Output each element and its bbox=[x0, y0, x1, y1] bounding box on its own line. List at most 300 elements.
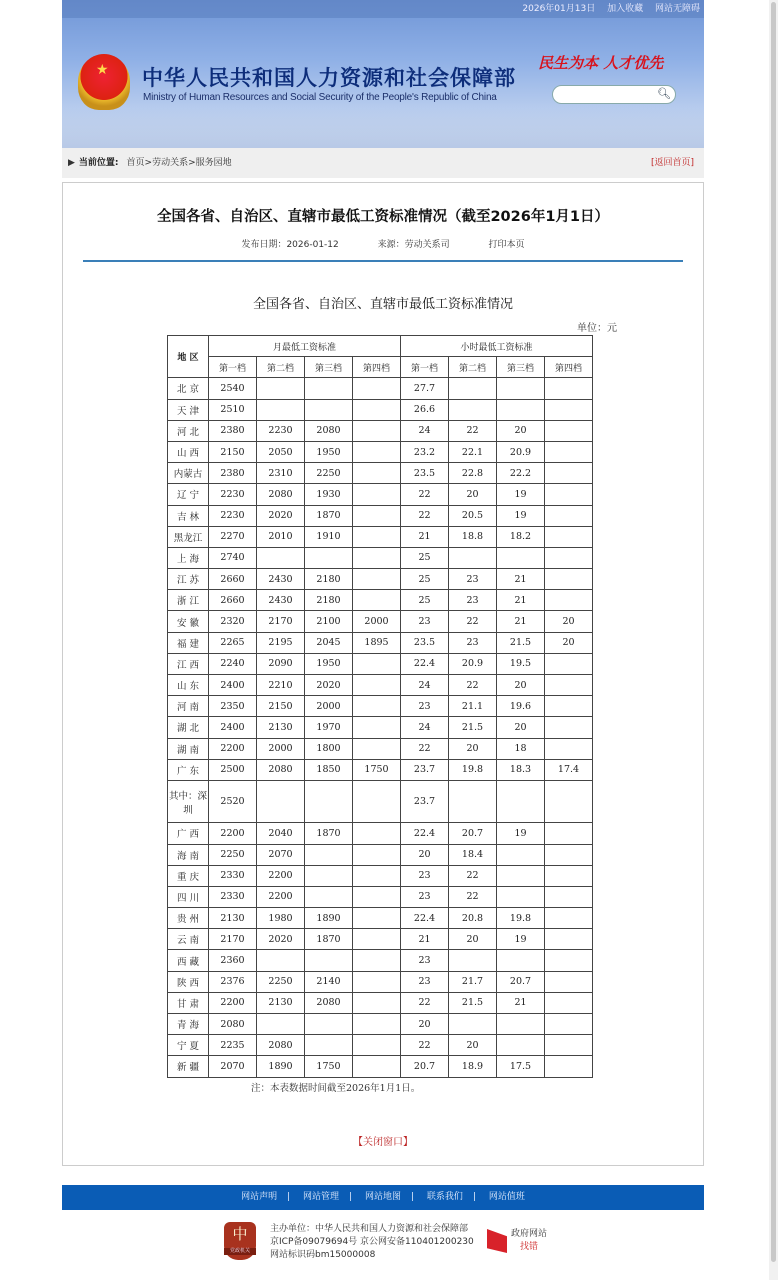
wage-cell bbox=[353, 823, 401, 844]
search-icon[interactable]: 🔍︎ bbox=[657, 87, 671, 100]
region-cell: 其中：深圳 bbox=[168, 780, 209, 822]
wage-cell bbox=[353, 420, 401, 441]
wage-cell bbox=[257, 547, 305, 568]
wage-cell bbox=[545, 865, 593, 886]
wage-cell: 21.5 bbox=[449, 717, 497, 738]
wage-cell: 1750 bbox=[353, 759, 401, 780]
tier-header: 第二档 bbox=[257, 357, 305, 378]
wage-cell bbox=[545, 992, 593, 1013]
tier-header: 第四档 bbox=[353, 357, 401, 378]
wage-cell bbox=[545, 526, 593, 547]
wage-cell: 2180 bbox=[305, 569, 353, 590]
wage-cell: 2230 bbox=[209, 484, 257, 505]
wage-cell: 2200 bbox=[209, 992, 257, 1013]
wage-cell bbox=[545, 1014, 593, 1035]
table-row bbox=[168, 675, 593, 696]
wage-cell: 19 bbox=[497, 505, 545, 526]
wage-cell: 2740 bbox=[209, 547, 257, 568]
wage-cell: 2250 bbox=[209, 844, 257, 865]
wage-cell: 27.7 bbox=[401, 378, 449, 399]
table-row bbox=[168, 950, 593, 971]
top-bar bbox=[62, 0, 704, 18]
add-favorite-link[interactable]: 加入收藏 bbox=[607, 4, 644, 14]
wage-cell bbox=[353, 484, 401, 505]
region-cell: 福 建 bbox=[168, 632, 209, 653]
wage-cell: 22 bbox=[449, 675, 497, 696]
table-row bbox=[168, 526, 593, 547]
table-row bbox=[168, 717, 593, 738]
wage-cell: 2000 bbox=[305, 696, 353, 717]
wage-cell: 20.7 bbox=[497, 971, 545, 992]
wage-cell bbox=[545, 547, 593, 568]
region-cell: 辽 宁 bbox=[168, 484, 209, 505]
wage-cell bbox=[353, 1014, 401, 1035]
wage-cell: 2270 bbox=[209, 526, 257, 547]
wage-cell: 23 bbox=[401, 950, 449, 971]
wage-cell: 22 bbox=[401, 505, 449, 526]
wage-cell bbox=[353, 971, 401, 992]
table-unit: 单位：元 bbox=[577, 323, 617, 334]
table-row bbox=[168, 441, 593, 462]
footer-info bbox=[62, 1220, 704, 1270]
wage-cell bbox=[497, 399, 545, 420]
wage-cell: 23.7 bbox=[401, 780, 449, 822]
wage-cell: 2130 bbox=[209, 908, 257, 929]
wage-cell: 1800 bbox=[305, 738, 353, 759]
wage-cell: 1970 bbox=[305, 717, 353, 738]
sponsor-text: 主办单位：中华人民共和国人力资源和社会保障部 bbox=[270, 1224, 469, 1234]
wage-cell: 2000 bbox=[257, 738, 305, 759]
tier-header: 第四档 bbox=[545, 357, 593, 378]
wage-cell: 2045 bbox=[305, 632, 353, 653]
search-input[interactable] bbox=[552, 85, 676, 104]
wage-cell bbox=[497, 1014, 545, 1035]
wage-cell: 23 bbox=[449, 569, 497, 590]
wage-cell: 18.9 bbox=[449, 1056, 497, 1077]
tier-header-row bbox=[168, 357, 593, 378]
wage-cell: 22 bbox=[449, 865, 497, 886]
breadcrumb-path[interactable]: 首页>劳动关系>服务园地 bbox=[126, 158, 232, 168]
wage-cell: 18.4 bbox=[449, 844, 497, 865]
wage-cell: 2360 bbox=[209, 950, 257, 971]
article-meta bbox=[63, 237, 703, 250]
current-date: 2026年01月13日 bbox=[522, 4, 596, 14]
divider bbox=[83, 260, 683, 262]
wage-cell: 2020 bbox=[305, 675, 353, 696]
wage-cell: 20 bbox=[449, 929, 497, 950]
wage-cell bbox=[497, 378, 545, 399]
party-gov-badge-icon[interactable]: 中 党政机关 bbox=[224, 1222, 256, 1260]
region-cell: 内蒙古 bbox=[168, 463, 209, 484]
wage-cell: 2200 bbox=[209, 738, 257, 759]
wage-cell bbox=[497, 780, 545, 822]
wage-cell: 21.5 bbox=[497, 632, 545, 653]
close-window-link[interactable]: 【关闭窗口】 bbox=[353, 1137, 413, 1148]
table-row bbox=[168, 886, 593, 907]
wage-cell bbox=[545, 463, 593, 484]
wage-cell: 1870 bbox=[305, 929, 353, 950]
wage-cell: 23 bbox=[401, 865, 449, 886]
wage-cell: 23 bbox=[401, 886, 449, 907]
wage-cell bbox=[305, 886, 353, 907]
wage-cell bbox=[353, 1035, 401, 1056]
region-cell: 安 徽 bbox=[168, 611, 209, 632]
wage-cell bbox=[545, 823, 593, 844]
wage-cell: 23.7 bbox=[401, 759, 449, 780]
wage-cell: 2430 bbox=[257, 590, 305, 611]
wage-cell: 2240 bbox=[209, 653, 257, 674]
wage-cell bbox=[353, 399, 401, 420]
region-cell: 山 西 bbox=[168, 441, 209, 462]
table-row bbox=[168, 971, 593, 992]
wage-cell: 2040 bbox=[257, 823, 305, 844]
table-row bbox=[168, 738, 593, 759]
region-cell: 陕 西 bbox=[168, 971, 209, 992]
wage-cell bbox=[545, 378, 593, 399]
wage-cell bbox=[353, 950, 401, 971]
region-cell: 上 海 bbox=[168, 547, 209, 568]
region-cell: 河 南 bbox=[168, 696, 209, 717]
region-cell: 云 南 bbox=[168, 929, 209, 950]
wage-cell: 20.8 bbox=[449, 908, 497, 929]
wage-cell: 2200 bbox=[209, 823, 257, 844]
wage-cell: 2265 bbox=[209, 632, 257, 653]
region-cell: 新 疆 bbox=[168, 1056, 209, 1077]
wage-cell: 2230 bbox=[209, 505, 257, 526]
scrollbar-thumb[interactable] bbox=[771, 2, 776, 1262]
table-row bbox=[168, 484, 593, 505]
wage-cell: 2000 bbox=[353, 611, 401, 632]
region-cell: 河 北 bbox=[168, 420, 209, 441]
arrow-icon: ▶ bbox=[68, 158, 75, 168]
wage-cell bbox=[545, 441, 593, 462]
wage-cell bbox=[449, 378, 497, 399]
wage-cell bbox=[353, 929, 401, 950]
wage-cell bbox=[305, 547, 353, 568]
wage-cell bbox=[305, 865, 353, 886]
wage-cell: 19.8 bbox=[497, 908, 545, 929]
wage-cell: 20 bbox=[497, 717, 545, 738]
table-header-row bbox=[168, 336, 593, 357]
wage-cell: 2195 bbox=[257, 632, 305, 653]
wage-cell: 24 bbox=[401, 420, 449, 441]
table-row bbox=[168, 632, 593, 653]
wage-cell: 2150 bbox=[209, 441, 257, 462]
table-row bbox=[168, 1035, 593, 1056]
wage-cell: 1930 bbox=[305, 484, 353, 505]
wage-cell: 25 bbox=[401, 569, 449, 590]
wage-cell bbox=[353, 590, 401, 611]
article-source: 来源：劳动关系司 bbox=[377, 240, 450, 250]
wage-cell: 23.2 bbox=[401, 441, 449, 462]
wage-cell: 22.4 bbox=[401, 823, 449, 844]
table-note: 注：本表数据时间截至2026年1月1日。 bbox=[251, 1083, 421, 1094]
wage-cell: 1910 bbox=[305, 526, 353, 547]
wage-cell: 2380 bbox=[209, 463, 257, 484]
wage-cell: 1850 bbox=[305, 759, 353, 780]
wage-cell: 22 bbox=[401, 738, 449, 759]
wage-cell: 2310 bbox=[257, 463, 305, 484]
region-cell: 贵 州 bbox=[168, 908, 209, 929]
footer-link[interactable]: 网站值班 bbox=[488, 1192, 525, 1202]
table-row bbox=[168, 780, 593, 822]
wage-cell: 2170 bbox=[209, 929, 257, 950]
footer-link[interactable]: 联系我们 bbox=[426, 1192, 463, 1202]
wage-cell: 20 bbox=[449, 738, 497, 759]
wage-cell: 2150 bbox=[257, 696, 305, 717]
site-title-cn[interactable]: 中华人民共和国人力资源和社会保障部 bbox=[142, 66, 516, 90]
region-cell: 湖 南 bbox=[168, 738, 209, 759]
region-cell: 浙 江 bbox=[168, 590, 209, 611]
wage-cell: 2070 bbox=[209, 1056, 257, 1077]
wage-cell: 21 bbox=[401, 526, 449, 547]
table-row bbox=[168, 844, 593, 865]
wage-cell: 20 bbox=[497, 420, 545, 441]
table-row bbox=[168, 399, 593, 420]
wage-cell bbox=[305, 378, 353, 399]
table-row bbox=[168, 569, 593, 590]
wage-cell: 2200 bbox=[257, 865, 305, 886]
national-emblem-icon: ★ bbox=[78, 54, 130, 110]
wage-cell: 18.2 bbox=[497, 526, 545, 547]
wage-cell bbox=[497, 950, 545, 971]
wage-cell: 23 bbox=[449, 632, 497, 653]
wage-cell bbox=[545, 399, 593, 420]
wage-cell: 2510 bbox=[209, 399, 257, 420]
wage-cell bbox=[449, 950, 497, 971]
wage-cell: 2010 bbox=[257, 526, 305, 547]
back-home-link[interactable]: [返回首页] bbox=[650, 158, 694, 168]
wage-cell bbox=[353, 526, 401, 547]
wage-cell: 24 bbox=[401, 717, 449, 738]
tier-header: 第三档 bbox=[497, 357, 545, 378]
table-row bbox=[168, 696, 593, 717]
wage-cell bbox=[305, 844, 353, 865]
wage-cell bbox=[305, 780, 353, 822]
wage-cell bbox=[545, 780, 593, 822]
wage-cell: 21.1 bbox=[449, 696, 497, 717]
wage-cell bbox=[449, 1014, 497, 1035]
wage-cell bbox=[353, 1056, 401, 1077]
wage-cell bbox=[353, 738, 401, 759]
wage-cell: 2080 bbox=[209, 1014, 257, 1035]
wage-cell bbox=[353, 865, 401, 886]
wage-cell: 2380 bbox=[209, 420, 257, 441]
wage-cell: 2400 bbox=[209, 675, 257, 696]
wage-cell bbox=[545, 653, 593, 674]
wage-cell bbox=[545, 971, 593, 992]
wage-cell: 2320 bbox=[209, 611, 257, 632]
table-title: 全国各省、自治区、直辖市最低工资标准情况 bbox=[252, 297, 513, 312]
wage-cell: 1895 bbox=[353, 632, 401, 653]
wage-cell bbox=[545, 1056, 593, 1077]
wage-cell: 22 bbox=[401, 992, 449, 1013]
wage-cell: 2230 bbox=[257, 420, 305, 441]
wage-cell bbox=[497, 886, 545, 907]
wage-cell: 2130 bbox=[257, 717, 305, 738]
wage-cell bbox=[545, 696, 593, 717]
wage-cell: 22.1 bbox=[449, 441, 497, 462]
table-row bbox=[168, 547, 593, 568]
wage-cell: 2200 bbox=[257, 886, 305, 907]
wage-cell: 17.4 bbox=[545, 759, 593, 780]
wage-cell: 18.8 bbox=[449, 526, 497, 547]
table-row bbox=[168, 420, 593, 441]
site-title-en: Ministry of Human Resources and Social Security of the People's Republic of China bbox=[143, 92, 497, 103]
region-cell: 广 东 bbox=[168, 759, 209, 780]
wage-cell bbox=[545, 420, 593, 441]
wage-cell bbox=[545, 484, 593, 505]
wage-cell: 26.6 bbox=[401, 399, 449, 420]
slogan: 民生为本 人才优先 bbox=[538, 54, 664, 72]
wage-cell: 21 bbox=[401, 929, 449, 950]
wage-cell: 2140 bbox=[305, 971, 353, 992]
wage-cell: 20 bbox=[401, 1014, 449, 1035]
print-link[interactable]: 打印本页 bbox=[488, 240, 525, 250]
wage-cell bbox=[353, 908, 401, 929]
region-cell: 海 南 bbox=[168, 844, 209, 865]
wage-cell: 2020 bbox=[257, 929, 305, 950]
wage-cell bbox=[545, 908, 593, 929]
region-cell: 黑龙江 bbox=[168, 526, 209, 547]
table-row bbox=[168, 1014, 593, 1035]
wage-cell: 19 bbox=[497, 929, 545, 950]
table-row bbox=[168, 505, 593, 526]
gov-site-error-report[interactable] bbox=[487, 1228, 547, 1254]
wage-cell bbox=[353, 717, 401, 738]
wage-cell: 2235 bbox=[209, 1035, 257, 1056]
wage-cell: 23 bbox=[401, 971, 449, 992]
wage-cell bbox=[545, 886, 593, 907]
breadcrumb-label: 当前位置: bbox=[78, 158, 119, 168]
wage-cell: 1950 bbox=[305, 441, 353, 462]
article-container bbox=[62, 182, 704, 1166]
wage-cell: 20.7 bbox=[401, 1056, 449, 1077]
tier-header: 第一档 bbox=[401, 357, 449, 378]
wage-cell bbox=[497, 844, 545, 865]
wage-cell: 1750 bbox=[305, 1056, 353, 1077]
footer-link[interactable]: 网站地图 bbox=[364, 1192, 401, 1202]
icp-text[interactable]: 京ICP备09079694号 京公网安备110401200230 bbox=[270, 1237, 474, 1247]
wage-cell bbox=[545, 675, 593, 696]
wage-cell: 22 bbox=[449, 420, 497, 441]
table-row bbox=[168, 929, 593, 950]
wage-cell bbox=[305, 1014, 353, 1035]
wage-cell: 2330 bbox=[209, 865, 257, 886]
wage-cell: 21.5 bbox=[449, 992, 497, 1013]
region-cell: 西 藏 bbox=[168, 950, 209, 971]
jiucuo-label: 政府网站 bbox=[511, 1229, 548, 1239]
region-cell: 广 西 bbox=[168, 823, 209, 844]
wage-cell: 2170 bbox=[257, 611, 305, 632]
wage-cell: 2080 bbox=[305, 420, 353, 441]
footer-link[interactable]: 网站声明 bbox=[241, 1192, 278, 1202]
badge-text: 党政机关 bbox=[224, 1248, 256, 1255]
wage-cell: 2376 bbox=[209, 971, 257, 992]
wage-cell: 20.5 bbox=[449, 505, 497, 526]
wage-cell: 21 bbox=[497, 569, 545, 590]
wage-cell bbox=[353, 675, 401, 696]
wage-cell: 20 bbox=[401, 844, 449, 865]
wage-cell bbox=[305, 950, 353, 971]
wage-cell: 20 bbox=[449, 1035, 497, 1056]
region-cell: 北 京 bbox=[168, 378, 209, 399]
wage-cell: 19.8 bbox=[449, 759, 497, 780]
wage-cell bbox=[353, 547, 401, 568]
wage-cell: 18.3 bbox=[497, 759, 545, 780]
wage-cell: 19.6 bbox=[497, 696, 545, 717]
wage-cell bbox=[353, 696, 401, 717]
wage-cell: 22.4 bbox=[401, 653, 449, 674]
mountain-backdrop bbox=[62, 108, 704, 148]
region-cell: 吉 林 bbox=[168, 505, 209, 526]
tier-header: 第三档 bbox=[305, 357, 353, 378]
accessibility-link[interactable]: 网站无障碍 bbox=[654, 4, 700, 14]
wage-cell: 20 bbox=[545, 632, 593, 653]
wage-cell bbox=[353, 780, 401, 822]
tier-header: 第二档 bbox=[449, 357, 497, 378]
wage-cell: 2070 bbox=[257, 844, 305, 865]
region-cell: 江 西 bbox=[168, 653, 209, 674]
wage-cell bbox=[353, 844, 401, 865]
wage-cell: 2660 bbox=[209, 569, 257, 590]
magnifier-icon bbox=[487, 1229, 507, 1253]
wage-cell bbox=[353, 992, 401, 1013]
wage-cell: 2250 bbox=[257, 971, 305, 992]
wage-cell bbox=[497, 547, 545, 568]
table-row bbox=[168, 463, 593, 484]
region-cell: 天 津 bbox=[168, 399, 209, 420]
scrollbar[interactable] bbox=[769, 0, 778, 1280]
wage-cell bbox=[257, 399, 305, 420]
table-row bbox=[168, 590, 593, 611]
wage-cell bbox=[353, 505, 401, 526]
wage-cell: 23.5 bbox=[401, 632, 449, 653]
wage-cell: 25 bbox=[401, 547, 449, 568]
wage-cell: 19.5 bbox=[497, 653, 545, 674]
wage-cell: 2350 bbox=[209, 696, 257, 717]
wage-cell bbox=[353, 653, 401, 674]
wage-cell: 1890 bbox=[305, 908, 353, 929]
wage-cell bbox=[257, 1014, 305, 1035]
min-wage-table bbox=[167, 335, 593, 1078]
wage-cell: 25 bbox=[401, 590, 449, 611]
wage-cell: 22 bbox=[401, 484, 449, 505]
wage-cell bbox=[545, 1035, 593, 1056]
wage-cell: 22.4 bbox=[401, 908, 449, 929]
monthly-header: 月最低工资标准 bbox=[209, 336, 401, 357]
wage-cell bbox=[545, 950, 593, 971]
wage-cell: 23 bbox=[449, 590, 497, 611]
wage-cell bbox=[353, 569, 401, 590]
wage-cell: 2400 bbox=[209, 717, 257, 738]
region-cell: 重 庆 bbox=[168, 865, 209, 886]
table-row bbox=[168, 378, 593, 399]
wage-cell bbox=[257, 378, 305, 399]
jiucuo-label-2: 找错 bbox=[520, 1242, 539, 1252]
wage-cell: 1980 bbox=[257, 908, 305, 929]
wage-cell: 2540 bbox=[209, 378, 257, 399]
wage-cell: 2500 bbox=[209, 759, 257, 780]
article-title: 全国各省、自治区、直辖市最低工资标准情况（截至2026年1月1日） bbox=[156, 209, 610, 225]
wage-cell: 20.9 bbox=[497, 441, 545, 462]
wage-cell bbox=[545, 590, 593, 611]
footer-link[interactable]: 网站管理 bbox=[303, 1192, 340, 1202]
wage-cell: 22.2 bbox=[497, 463, 545, 484]
wage-cell: 21 bbox=[497, 611, 545, 632]
table-row bbox=[168, 653, 593, 674]
wage-cell: 22 bbox=[449, 611, 497, 632]
